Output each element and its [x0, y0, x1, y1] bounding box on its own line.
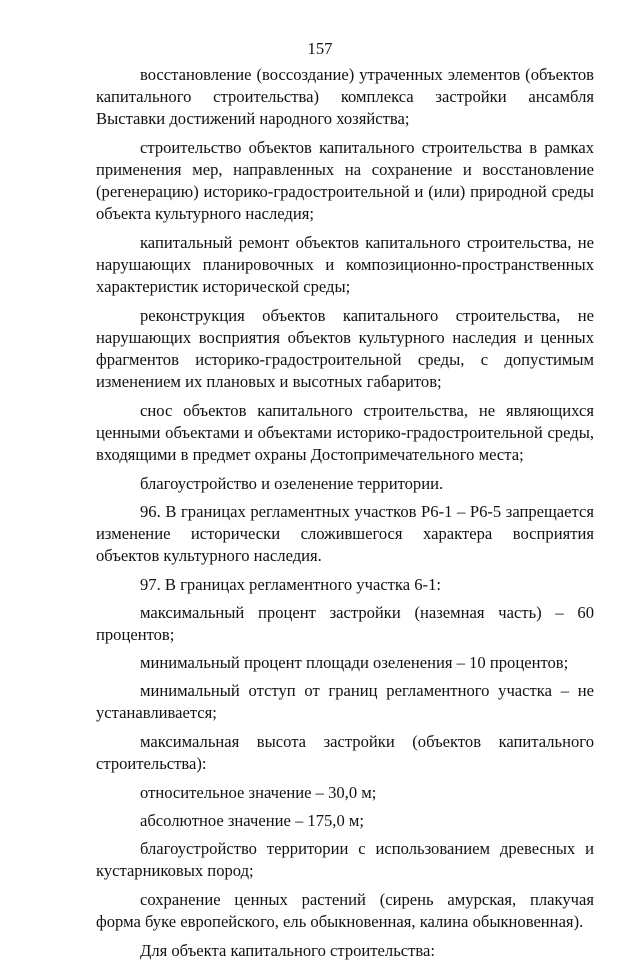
- paragraph-valuable-plants: сохранение ценных растений (сирень амурская, плакучая форма буке европейского, ель обыкновенная, калина обыкновенная).: [96, 890, 594, 931]
- paragraph-min-setback: минимальный отступ от границ регламентного участка – не устанавливается;: [96, 681, 594, 722]
- document-body: [96, 64, 594, 969]
- paragraph-tree-planting: благоустройство территории с использованием древесных и кустарниковых пород;: [96, 839, 594, 880]
- paragraph-capital-object: Для объекта капитального строительства:: [140, 941, 435, 960]
- paragraph-relative-height: относительное значение – 30,0 м;: [140, 783, 377, 802]
- paragraph-max-building-percent: максимальный процент застройки (наземная часть) – 60 процентов;: [96, 603, 594, 644]
- paragraph-construction: строительство объектов капитального строительства в рамках применения мер, направленных на сохранение и восстановление (регенерацию) историко-градостроительной и (или) природной среды объекта культурного наследия;: [96, 138, 594, 223]
- paragraph-restoration: восстановление (воссоздание) утраченных элементов (объектов капитального строительства) комплекса застройки ансамбля Выставки достижений народного хозяйства;: [96, 65, 594, 128]
- paragraph-demolition: снос объектов капитального строительства, не являющихся ценными объектами и объектами историко-градостроительной среды, входящими в предмет охраны Достопримечательного места;: [96, 401, 594, 464]
- paragraph-capital-repair: капитальный ремонт объектов капитального строительства, не нарушающих планировочных и композиционно-пространственных характеристик исторической среды;: [96, 233, 594, 296]
- page-number: 157: [307, 39, 333, 58]
- paragraph-absolute-height: абсолютное значение – 175,0 м;: [140, 811, 365, 830]
- paragraph-landscaping: благоустройство и озеленение территории.: [140, 474, 444, 493]
- paragraph-clause-96: 96. В границах регламентных участков Р6-1 – Р6-5 запрещается изменение исторически сложившегося характера восприятия объектов культурного наследия.: [96, 502, 594, 565]
- paragraph-reconstruction: реконструкция объектов капитального строительства, не нарушающих восприятия объектов культурного наследия и ценных фрагментов историко-градостроительной среды, с допустимым изменением их плановых и высотных габаритов;: [96, 306, 594, 391]
- paragraph-min-greening-percent: минимальный процент площади озеленения – 10 процентов;: [140, 653, 569, 672]
- paragraph-clause-97: 97. В границах регламентного участка 6-1:: [140, 575, 441, 594]
- paragraph-max-height: максимальная высота застройки (объектов капитального строительства):: [96, 732, 594, 773]
